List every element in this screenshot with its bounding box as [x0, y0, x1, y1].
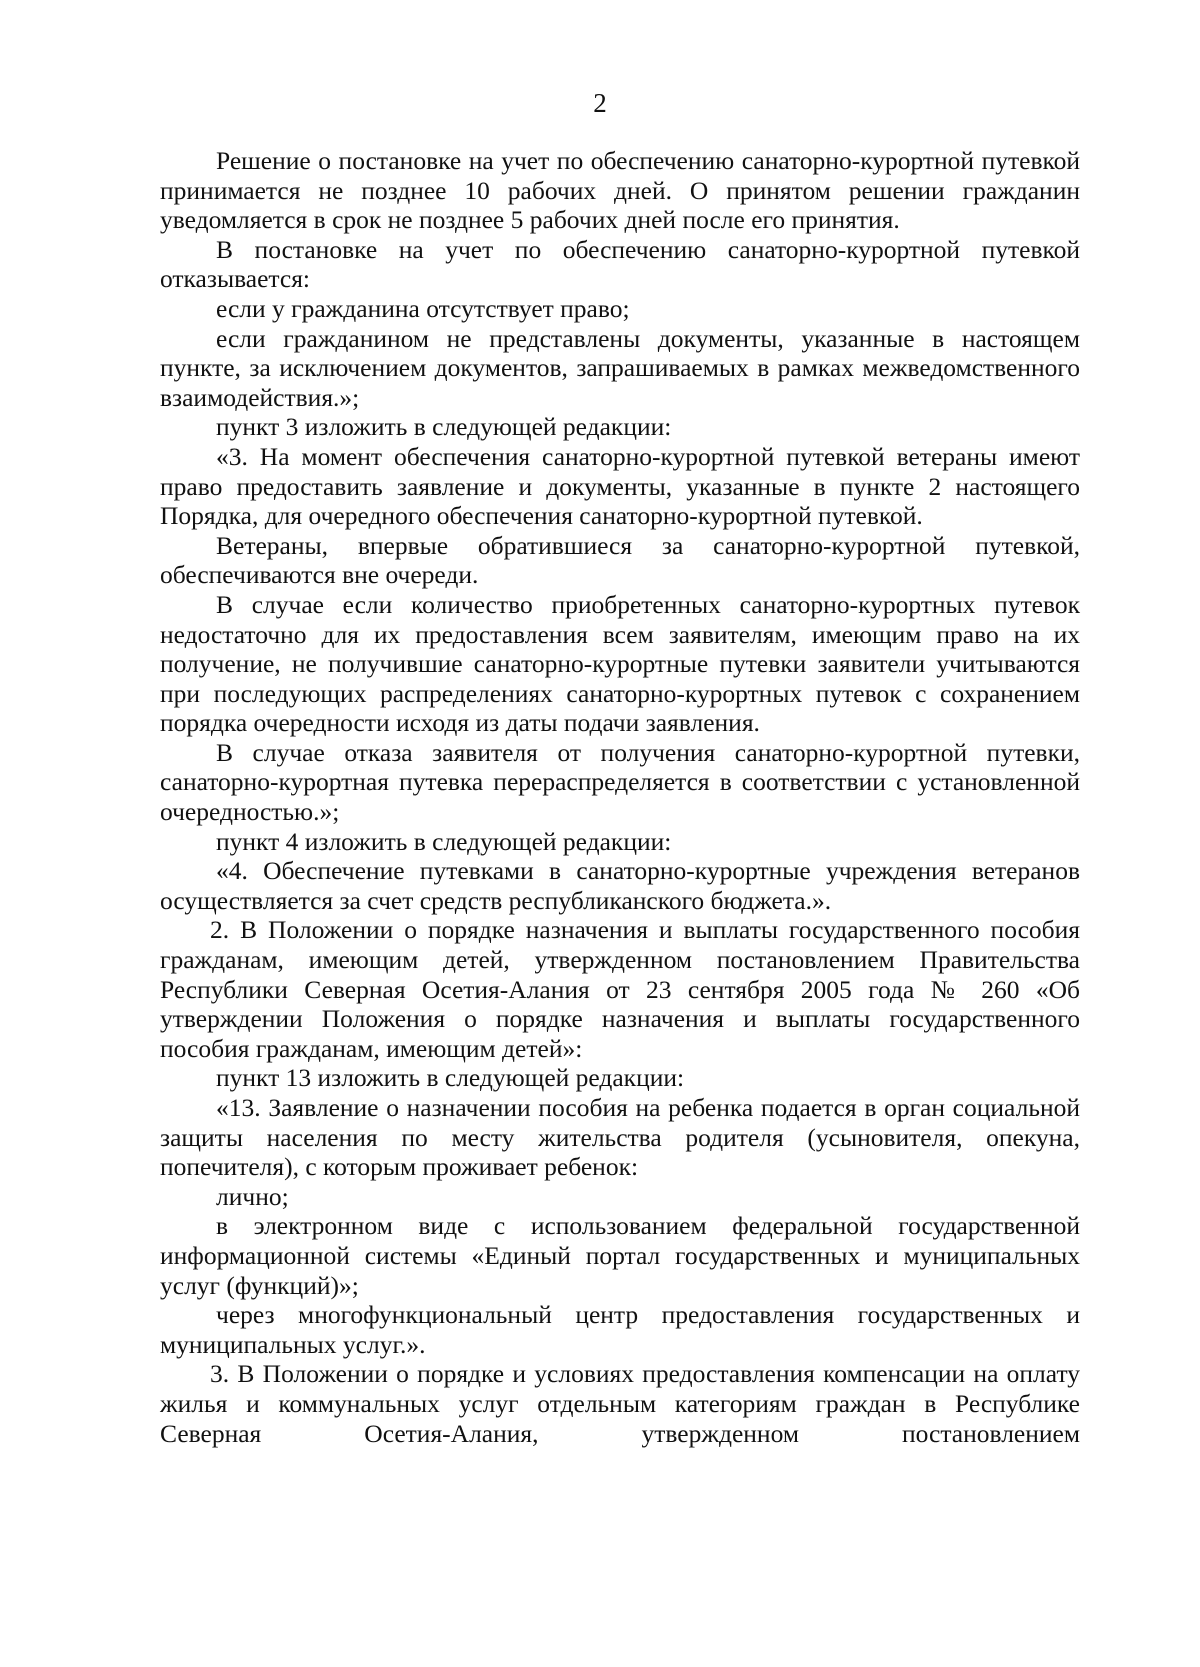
paragraph: пункт 13 изложить в следующей редакции:	[216, 1063, 685, 1093]
paragraph: «3. На момент обеспечения санаторно-курортной путевкой ветераны имеют право предоставить заявление и документы, указанные в пункте 2 настоящего Порядка, для очередного обеспечения санаторно-курортной путевкой.	[160, 441, 1080, 531]
paragraph: через многофункциональный центр предоставления государственных и муниципальных услуг.».	[160, 1300, 1080, 1359]
paragraph: «13. Заявление о назначении пособия на ребенка подается в орган социальной защиты населения по месту жительства родителя (усыновителя, опекуна, попечителя), с которым проживает ребенок:	[160, 1093, 1080, 1182]
paragraph-item-2: 2. В Положении о порядке назначения и выплаты государственного пособия гражданам, имеющим детей, утвержденном постановлением Правительства Республики Северная Осетия-Алания от 23 сентября 2005 года № 260 «Об утверждении Положения о порядке назначения и выплаты государственного пособия гражданам, имеющим детей»:	[160, 915, 1080, 1063]
paragraph: в электронном виде с использованием федеральной государственной информационной системы «Единый портал государственных и муниципальных услуг (функций)»;	[160, 1211, 1080, 1300]
paragraph: В случае отказа заявителя от получения санаторно-курортной путевки, санаторно-курортная путевка перераспределяется в соответствии с установленной очередностью.»;	[160, 737, 1080, 827]
paragraph: лично;	[216, 1181, 289, 1211]
paragraph: если гражданином не представлены документы, указанные в настоящем пункте, за исключением документов, запрашиваемых в рамках межведомственного взаимодействия.»;	[160, 323, 1080, 412]
paragraph: пункт 4 изложить в следующей редакции:	[216, 826, 672, 856]
paragraph: пункт 3 изложить в следующей редакции:	[216, 412, 672, 442]
paragraph: В постановке на учет по обеспечению санаторно-курортной путевкой отказывается:	[160, 234, 1080, 294]
paragraph: Решение о постановке на учет по обеспечению санаторно-курортной путевкой принимается не позднее 10 рабочих дней. О принятом решении гражданин уведомляется в срок не позднее 5 рабочих дней после его принятия.	[160, 146, 1080, 235]
paragraph: В случае если количество приобретенных санаторно-курортных путевок недостаточно для их предоставления всем заявителям, имеющим право на их получение, не получившие санаторно-курортные путевки заявители учитываются при последующих распределениях санаторно-курортных путевок с сохранением порядка очередности исходя из даты подачи заявления.	[160, 589, 1080, 738]
paragraph-item-3: 3. В Положении о порядке и условиях предоставления компенсации на оплату жилья и коммунальных услуг отдельным категориям граждан в Республике Северная Осетия-Алания, утвержденном постановлением	[160, 1359, 1080, 1448]
document-body	[160, 146, 1080, 1448]
page-number: 2	[593, 88, 607, 118]
paragraph: «4. Обеспечение путевками в санаторно-курортные учреждения ветеранов осуществляется за счет средств республиканского бюджета.».	[160, 856, 1080, 915]
paragraph: если у гражданина отсутствует право;	[216, 293, 630, 323]
paragraph: Ветераны, впервые обратившиеся за санаторно-курортной путевкой, обеспечиваются вне очереди.	[160, 530, 1080, 590]
